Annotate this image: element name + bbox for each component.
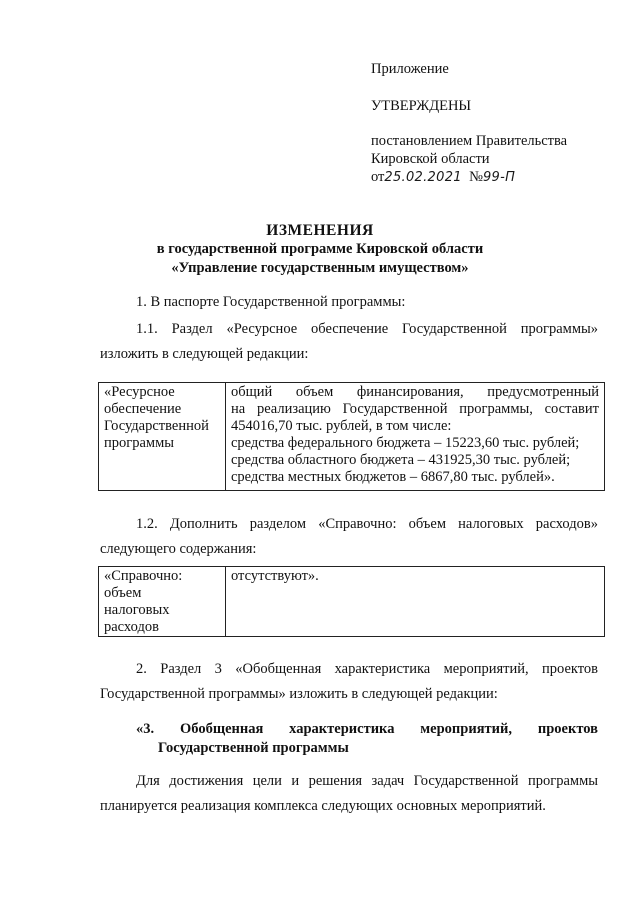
handwritten-date: 25.02.2021 — [384, 170, 462, 185]
section-1-1-line-1: 1.1. Раздел «Ресурсное обеспечение Государственной программы» — [136, 321, 598, 337]
section-3-paragraph-line-1: Для достижения цели и решения задач Государственной программы — [136, 773, 598, 789]
tax-table-value-cell — [226, 567, 604, 636]
document-title: ИЗМЕНЕНИЯ — [266, 222, 374, 239]
section-3-heading-line-1: «3. Обобщенная характеристика мероприятий, проектов — [136, 721, 598, 737]
tax-label-line: налоговых — [104, 602, 170, 618]
resource-table-label-cell — [99, 383, 226, 490]
number-prefix: № — [469, 169, 483, 185]
resource-label-line: обеспечение — [104, 401, 182, 417]
resolution-block — [371, 132, 567, 187]
tax-label-line: объем — [104, 585, 142, 601]
tax-expenditure-table — [98, 566, 605, 637]
resolution-line-1: постановлением Правительства — [371, 133, 568, 149]
tax-table-label-cell — [99, 567, 226, 636]
approved-text: УТВЕРЖДЕНЫ — [371, 98, 472, 114]
section-3-paragraph-line-2: планируется реализация комплекса следующих основных мероприятий. — [100, 798, 546, 814]
date-prefix: от — [371, 169, 385, 185]
resource-value-line: общий объем финансирования, предусмотренный — [231, 384, 599, 400]
tax-label-line: «Справочно: — [104, 568, 183, 584]
section-1-2-line-2: следующего содержания: — [100, 541, 257, 557]
resource-value-line: средства местных бюджетов – 6867,80 тыс. рублей». — [231, 469, 555, 485]
tax-label-line: расходов — [104, 619, 159, 635]
section-1-2-line-1: 1.2. Дополнить разделом «Справочно: объем налоговых расходов» — [136, 516, 598, 532]
resource-table-value-cell — [226, 383, 604, 490]
resource-value-line: 454016,70 тыс. рублей, в том числе: — [231, 418, 452, 434]
resource-table — [98, 382, 605, 491]
resource-label-line: программы — [104, 435, 174, 451]
tax-value-text: отсутствуют». — [231, 568, 319, 584]
section-1-1-line-2: изложить в следующей редакции: — [100, 346, 309, 362]
appendix-label — [371, 60, 449, 78]
resource-value-line: средства федерального бюджета – 15223,60 тыс. рублей; — [231, 435, 580, 451]
section-2-line-2: Государственной программы» изложить в следующей редакции: — [100, 686, 498, 702]
handwritten-number: 99-П — [482, 170, 516, 185]
resolution-date-line — [371, 168, 567, 187]
document-subtitle-2: «Управление государственным имуществом» — [171, 260, 469, 276]
section-1-heading: 1. В паспорте Государственной программы: — [136, 294, 406, 310]
resource-value-line: средства областного бюджета – 431925,30 тыс. рублей; — [231, 452, 571, 468]
resource-label-line: Государственной — [104, 418, 209, 434]
resource-label-line: «Ресурсное — [104, 384, 175, 400]
document-subtitle-1: в государственной программе Кировской области — [156, 241, 484, 257]
resolution-line-2: Кировской области — [371, 151, 490, 167]
appendix-text: Приложение — [371, 61, 449, 77]
section-2-line-1: 2. Раздел 3 «Обобщенная характеристика мероприятий, проектов — [136, 661, 598, 677]
resource-value-line: на реализацию Государственной программы, составит — [231, 401, 599, 417]
approved-label — [371, 97, 471, 115]
section-3-heading-line-2: Государственной программы — [158, 740, 349, 756]
